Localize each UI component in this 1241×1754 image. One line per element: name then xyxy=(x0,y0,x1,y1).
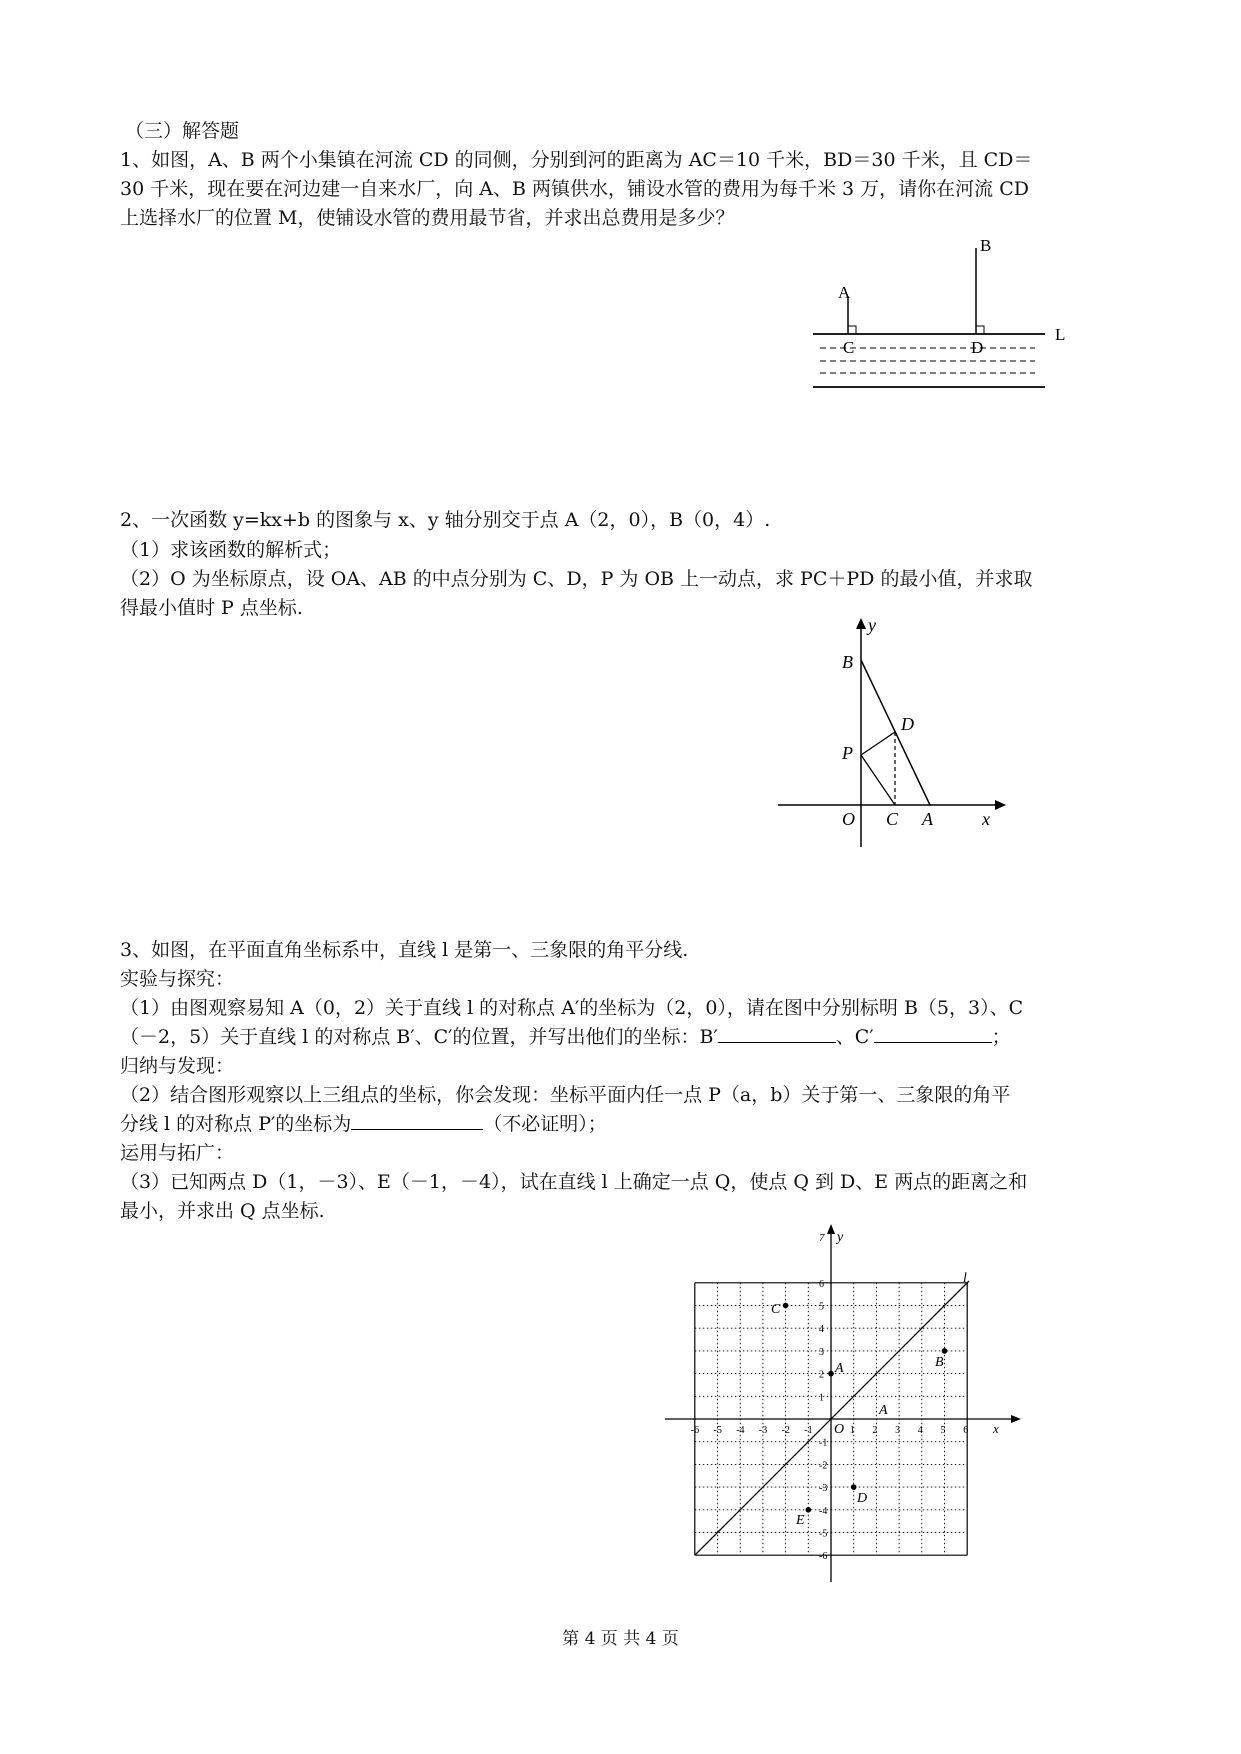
point-b xyxy=(942,1348,948,1354)
q2-line-2: （1）求该函数的解析式； xyxy=(120,539,342,561)
q2-label-b: B xyxy=(842,652,853,672)
q3-label-top: 7 xyxy=(819,1232,825,1244)
line-l xyxy=(695,1278,969,1555)
q1-label-b: B xyxy=(980,236,992,255)
q1-line-3: 上选择水厂的位置 M，使铺设水管的费用最节省，并求出总费用是多少？ xyxy=(120,207,735,229)
q3-label-l: l xyxy=(963,1271,967,1286)
x-tick-label: 6 xyxy=(963,1425,969,1436)
x-tick-label: -1 xyxy=(804,1425,813,1436)
x-tick-label: 1 xyxy=(849,1425,855,1436)
q3-label-a: A xyxy=(835,1361,844,1376)
q2-label-p: P xyxy=(842,743,853,763)
q2-label-d: D xyxy=(901,714,914,734)
x-tick-label: 4 xyxy=(917,1425,923,1436)
q3-line-8: 运用与拓广： xyxy=(120,1142,235,1164)
q1-line-1: 1、如图，A、B 两个小集镇在河流 CD 的同侧，分别到河的距离为 AC＝10 千米，BD＝30 千米，且 CD＝ xyxy=(120,149,1033,171)
y-tick-label: 5 xyxy=(819,1301,824,1313)
y-tick-label: 2 xyxy=(819,1369,824,1381)
y-tick-label: 6 xyxy=(819,1278,824,1290)
q1-label-d: D xyxy=(971,338,984,357)
q1-river-figure xyxy=(800,230,1090,410)
q2-label-o: O xyxy=(842,809,855,829)
y-tick-label: 3 xyxy=(819,1346,824,1358)
x-tick-label: 3 xyxy=(895,1425,901,1436)
q2-label-x: x xyxy=(982,809,990,829)
q3-line-4-text: （－2，5）关于直线 l 的对称点 B′、C′的位置，并写出他们的坐标：B′ xyxy=(120,1026,718,1048)
y-tick-label: -6 xyxy=(819,1551,828,1563)
point-c xyxy=(783,1303,789,1309)
q2-label-a: A xyxy=(922,809,933,829)
x-tick-label: -3 xyxy=(758,1425,768,1436)
q3-line-7 xyxy=(120,1111,607,1138)
q2-label-c: C xyxy=(886,809,899,829)
q3-line-4-end: ； xyxy=(991,1026,1011,1048)
y-tick-label: 4 xyxy=(819,1324,824,1336)
answer-blank-c-prime[interactable] xyxy=(874,1024,992,1043)
q3-label-b: B xyxy=(935,1355,944,1370)
x-tick-label: -4 xyxy=(736,1425,745,1436)
point-a xyxy=(828,1371,834,1377)
answer-blank-b-prime[interactable] xyxy=(718,1024,836,1043)
page-footer: 第 4 页 共 4 页 xyxy=(562,1629,679,1649)
q1-label-l: L xyxy=(1055,325,1066,344)
q3-line-9: （3）已知两点 D（1，－3）、E（－1，－4），试在直线 l 上确定一点 Q，使点 Q 到 D、E 两点的距离之和 xyxy=(120,1171,1028,1193)
x-tick-label: 5 xyxy=(940,1425,946,1436)
q3-line-6: （2）结合图形观察以上三组点的坐标，你会发现：坐标平面内任一点 P（a，b）关于第一、三象限的角平 xyxy=(120,1084,1011,1106)
x-tick-label: -6 xyxy=(690,1425,700,1436)
q3-label-c: C xyxy=(771,1302,781,1317)
q2-line-4: 得最小值时 P 点坐标. xyxy=(120,597,303,619)
q3-line-5: 归纳与发现： xyxy=(120,1055,235,1077)
q1-label-c: C xyxy=(843,338,855,357)
q3-label-y: y xyxy=(837,1230,844,1245)
point-e xyxy=(806,1507,812,1513)
q2-line-3: （2）O 为坐标原点，设 OA、AB 的中点分别为 C、D，P 为 OB 上一动点，求 PC＋PD 的最小值，并求取 xyxy=(120,568,1033,590)
q3-label-o: O xyxy=(834,1422,845,1437)
q3-label-x: x xyxy=(993,1421,999,1436)
x-tick-label: 2 xyxy=(872,1425,878,1436)
q3-line-2: 实验与探究： xyxy=(120,968,235,990)
y-tick-label: -1 xyxy=(819,1437,828,1449)
q3-line-7-end: （不必证明）； xyxy=(483,1113,607,1135)
y-tick-label: -5 xyxy=(819,1528,828,1540)
q2-line-1: 2、一次函数 y=kx+b 的图象与 x、y 轴分别交于点 A（2，0），B（0，4）. xyxy=(120,509,771,531)
q3-line-4-sep: 、C′ xyxy=(835,1026,874,1048)
q3-line-7-text: 分线 l 的对称点 P′的坐标为 xyxy=(120,1113,352,1135)
q3-grid-figure xyxy=(655,1220,1035,1590)
q3-line-1: 3、如图，在平面直角坐标系中，直线 l 是第一、三象限的角平分线. xyxy=(120,939,689,961)
x-tick-label: -5 xyxy=(713,1425,722,1436)
y-tick-label: -4 xyxy=(819,1505,828,1517)
answer-blank-p-prime[interactable] xyxy=(351,1111,483,1130)
q3-line-10: 最小，并求出 Q 点坐标. xyxy=(120,1200,325,1222)
q3-label-d: D xyxy=(857,1491,868,1506)
q2-label-y: y xyxy=(868,615,876,635)
q2-coordinate-figure xyxy=(770,615,1010,855)
q3-line-4 xyxy=(120,1024,1011,1051)
x-tick-label: -2 xyxy=(781,1425,790,1436)
q1-line-2: 30 千米，现在要在河边建一自来水厂，向 A、B 两镇供水，铺设水管的费用为每千米 3 万，请你在河流 CD xyxy=(120,178,1029,200)
q3-label-e: E xyxy=(796,1513,805,1528)
y-tick-label: 1 xyxy=(819,1392,824,1404)
q1-label-a: A xyxy=(838,283,851,302)
y-tick-label: -3 xyxy=(819,1483,828,1495)
section-title: （三）解答题 xyxy=(125,120,240,142)
y-tick-label: -2 xyxy=(819,1460,828,1472)
q3-label-a-prime: A xyxy=(879,1403,888,1418)
q3-line-3: （1）由图观察易知 A（0，2）关于直线 l 的对称点 A′的坐标为（2，0），请在图中分别标明 B（5，3）、C xyxy=(120,997,1024,1019)
point-d xyxy=(851,1484,857,1490)
